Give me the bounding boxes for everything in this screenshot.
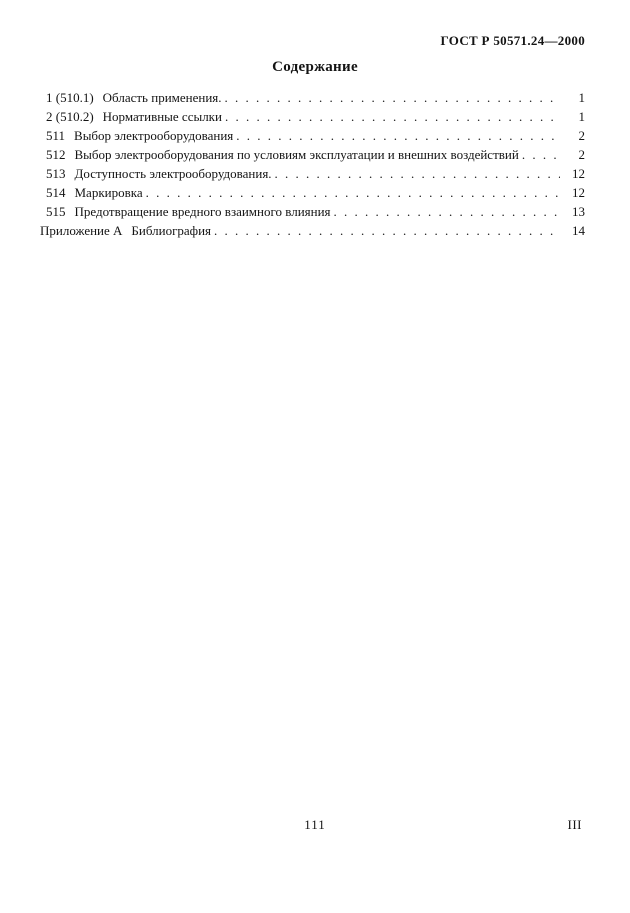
toc-entry-number: 512 xyxy=(46,147,66,162)
toc-dot-leader xyxy=(334,204,560,220)
page-number-center: 111 xyxy=(304,817,326,832)
toc-entry-number: Приложение А xyxy=(40,223,123,238)
toc-dot-leader xyxy=(236,128,560,144)
toc-entry xyxy=(40,223,585,242)
toc-entry-number: 514 xyxy=(46,185,66,200)
toc-entry-title: Выбор электрооборудования по условиям эксплуатации и внешних воздействий xyxy=(74,147,519,162)
toc-dot-leader xyxy=(214,223,560,239)
toc-entry-page: 12 xyxy=(572,185,585,200)
toc-entry-page: 14 xyxy=(572,223,585,238)
toc-entry xyxy=(46,166,585,185)
toc-entry-page: 13 xyxy=(572,204,585,219)
toc-entry-title: Доступность электрооборудования. xyxy=(74,166,272,181)
toc-dot-leader xyxy=(146,185,560,201)
toc-entry-page: 2 xyxy=(578,128,585,143)
toc-entry-number: 513 xyxy=(46,166,66,181)
toc-entry-page: 2 xyxy=(578,147,585,162)
toc-dot-leader xyxy=(225,109,560,125)
toc-list xyxy=(40,90,585,242)
toc-entry-page: 1 xyxy=(578,109,585,124)
toc-entry-title: Выбор электрооборудования xyxy=(74,128,234,143)
toc-entry-page: 12 xyxy=(572,166,585,181)
toc-entry xyxy=(46,204,585,223)
toc-entry-title: Маркировка xyxy=(74,185,143,200)
toc-entry-number: 511 xyxy=(46,128,66,143)
toc-dot-leader xyxy=(225,90,560,106)
toc-entry xyxy=(46,109,585,128)
toc-entry-title: Библиография xyxy=(131,223,212,238)
toc-entry xyxy=(46,185,585,204)
toc-dot-leader xyxy=(275,166,560,182)
document-code: ГОСТ Р 50571.24—2000 xyxy=(440,33,585,48)
toc-entry-title: Область применения. xyxy=(102,90,222,105)
toc-entry-title: Нормативные ссылки xyxy=(102,109,222,124)
toc-entry xyxy=(46,147,585,166)
toc-heading: Содержание xyxy=(272,59,358,75)
toc-entry-number: 515 xyxy=(46,204,66,219)
toc-entry-page: 1 xyxy=(578,90,585,105)
toc-entry-number: 1 (510.1) xyxy=(46,90,94,105)
toc-entry xyxy=(46,128,585,147)
toc-dot-leader xyxy=(522,147,560,163)
toc-entry-title: Предотвращение вредного взаимного влияния xyxy=(74,204,331,219)
page-number-right: III xyxy=(567,817,582,832)
toc-entry xyxy=(46,90,585,109)
toc-entry-number: 2 (510.2) xyxy=(46,109,94,124)
